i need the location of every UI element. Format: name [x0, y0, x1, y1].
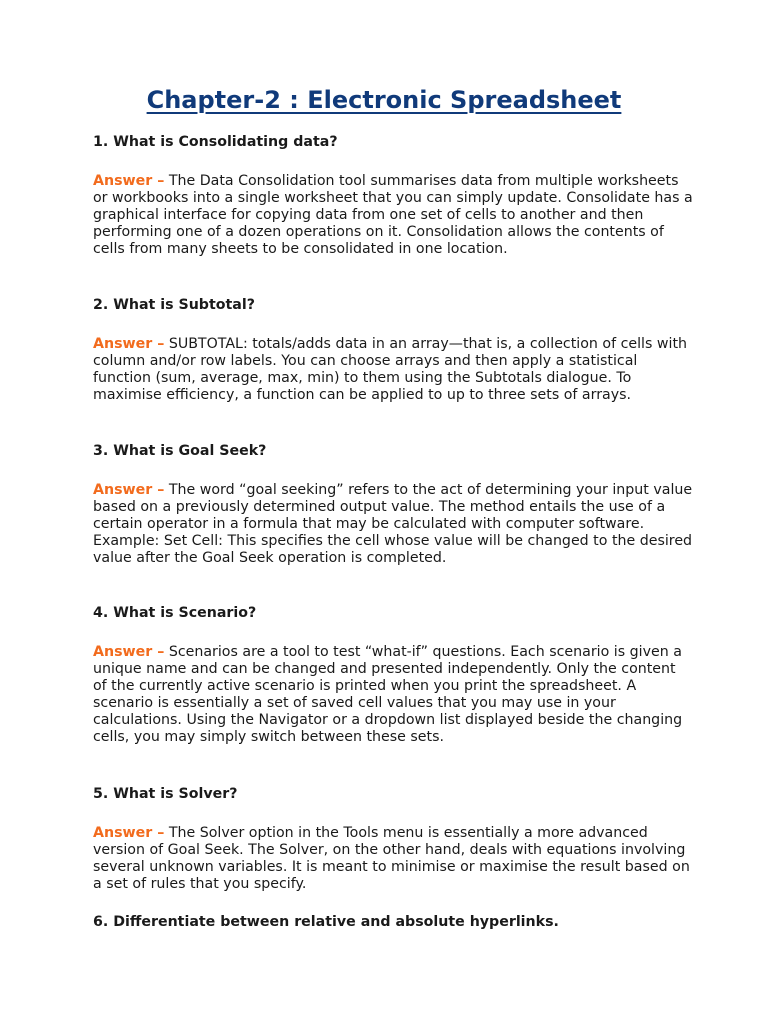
answer-1-text: The Data Consolidation tool summarises data from multiple worksheets or workbooks into a single worksheet that you can simply update. Consolidate has a graphical interface for copying data from one set of cells to another and then performing one of a dozen operations on it. Consolidation allows the contents of cells from many sheets to be consolidated in one location.	[93, 173, 693, 257]
qa-item-4	[93, 605, 693, 746]
question-2: 2. What is Subtotal?	[93, 297, 255, 313]
question-3: 3. What is Goal Seek?	[93, 443, 267, 459]
answer-label: Answer –	[93, 482, 165, 498]
answer-label: Answer –	[93, 173, 165, 189]
answer-3	[93, 482, 693, 567]
answer-2	[93, 336, 693, 404]
qa-item-5	[93, 786, 693, 893]
answer-label: Answer –	[93, 336, 165, 352]
question-5: 5. What is Solver?	[93, 786, 238, 802]
question-4: 4. What is Scenario?	[93, 605, 257, 621]
answer-3-example: Example: Set Cell: This specifies the cell whose value will be changed to the desired value after the Goal Seek operation is completed.	[93, 533, 693, 566]
question-1: 1. What is Consolidating data?	[93, 134, 338, 150]
answer-4-text: Scenarios are a tool to test “what-if” questions. Each scenario is given a unique name and can be changed and presented independently. Only the content of the currently active scenario is printed when you print the spreadsheet. A scenario is essentially a set of saved cell values that you may use in your calculations. Using the Navigator or a dropdown list displayed beside the changing cells, you may simply switch between these sets.	[93, 644, 683, 745]
qa-item-1	[93, 134, 693, 258]
answer-label: Answer –	[93, 644, 165, 660]
qa-item-3	[93, 443, 693, 567]
question-6: 6. Differentiate between relative and absolute hyperlinks.	[93, 914, 559, 930]
qa-item-2	[93, 297, 693, 404]
answer-label: Answer –	[93, 825, 165, 841]
answer-3-text: The word “goal seeking” refers to the act of determining your input value based on a previously determined output value. The method entails the use of a certain operator in a formula that may be calculated with computer software.	[93, 482, 693, 532]
document-title: Chapter-2 : Electronic Spreadsheet	[146, 86, 622, 114]
answer-4	[93, 644, 693, 746]
answer-2-text: SUBTOTAL: totals/adds data in an array—that is, a collection of cells with column and/or row labels. You can choose arrays and then apply a statistical function (sum, average, max, min) to them using the Subtotals dialogue. To maximise efficiency, a function can be applied to up to three sets of arrays.	[93, 336, 688, 403]
answer-1	[93, 173, 693, 258]
answer-5-text: The Solver option in the Tools menu is essentially a more advanced version of Goal Seek. The Solver, on the other hand, deals with equations involving several unknown variables. It is meant to minimise or maximise the result based on a set of rules that you specify.	[93, 825, 690, 892]
answer-5	[93, 825, 693, 893]
qa-item-6	[93, 914, 693, 931]
